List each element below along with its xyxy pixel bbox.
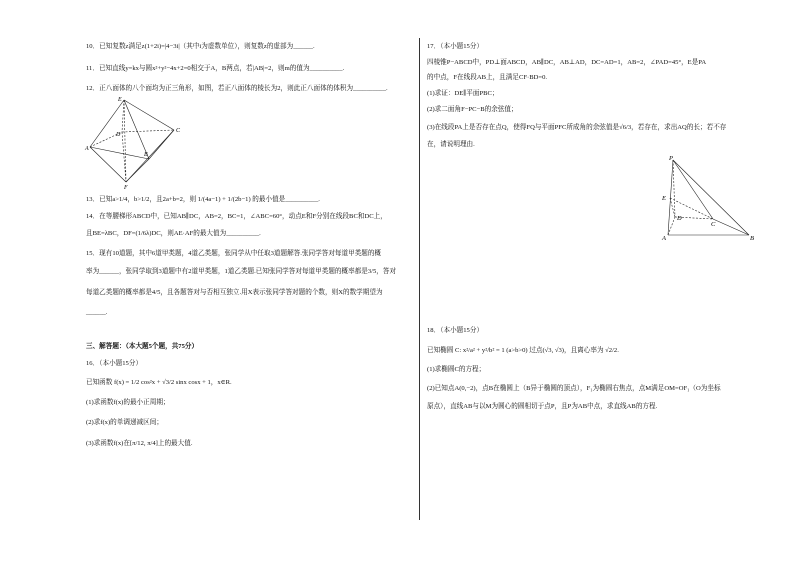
pyramid-figure xyxy=(661,154,757,244)
question-17-part-1: (1)求证：DE∥平面PBC； xyxy=(427,90,499,97)
octa-label-b: B xyxy=(144,152,148,158)
question-15-line-4: ______. xyxy=(86,309,108,316)
question-16-part-2: (2)求f(x)的单调递减区间； xyxy=(86,419,163,426)
octa-label-f: F xyxy=(124,185,128,191)
question-15-line-3: 每道乙类题的概率都是4/5，且各题答对与否相互独立.用X表示张同学答对题的个数，则X的数学期望为 xyxy=(86,289,383,296)
question-14-line-2: 且BE=λBC，DF=(1/6λ)DC，则AE·AF的最大值为__________. xyxy=(86,230,261,237)
question-17-part-2: (2)求二面角F−PC−B的余弦值； xyxy=(427,106,518,113)
question-16-header: 16．（本小题15分） xyxy=(86,360,143,367)
question-18-header: 18．（本小题15分） xyxy=(427,327,484,334)
question-15-line-2: 率为______，张同学取到3道题中有2道甲类题，1道乙类题.已知张同学答对每道甲类题的概率都是3/5，答对 xyxy=(86,268,397,275)
question-16-part-1: (1)求函数f(x)的最小正周期； xyxy=(86,399,170,406)
question-11: 11．已知直线y=kx与圆x²+y²−4x+2=0相交于A，B两点，若|AB|=2，则m的值为__________. xyxy=(86,65,345,72)
question-17-stem-line-1: 四棱锥P−ABCD中，PD⊥面ABCD，AB∥DC，AB⊥AD，DC=AD=1，AB=2，∠PAD=45°，E是PA xyxy=(427,59,707,66)
pyramid-label-c: C xyxy=(711,221,716,228)
pyramid-label-e: E xyxy=(662,195,666,202)
pyramid-label-p: P xyxy=(669,155,673,162)
question-16-stem: 已知函数 f(x) = 1/2 cos²x + √3/2 sinx cosx + 1，x∈R. xyxy=(86,379,232,386)
question-17-header: 17．（本小题15分） xyxy=(427,43,484,50)
question-17-part-3: (3)在线段PA上是否存在点Q，使得FQ与平面PFC所成角的余弦值是√6/3，若存在，求出AQ的长；若不存 xyxy=(427,124,727,131)
question-13: 13．已知a>1/4，b>1/2，且2a+b=2，则 1/(4a−1) + 1/(2b−1) 的最小值是__________. xyxy=(86,196,320,203)
section-heading: 三、解答题：（本大题5个题，共75分） xyxy=(86,343,199,350)
pyramid-label-d: D xyxy=(677,215,682,222)
octa-label-e: E xyxy=(118,97,122,103)
question-12: 12．正八面体的八个面均为正三角形，如图，若正八面体的棱长为2，则此正八面体的体积为__________. xyxy=(86,85,388,92)
question-16-part-3: (3)求函数f(x)在[π/12, π/4]上的最大值. xyxy=(86,440,193,447)
question-14-line-1: 14．在等腰梯形ABCD中，已知AB∥DC，AB=2，BC=1，∠ABC=60°，动点E和F分别在线段BC和DC上， xyxy=(86,213,387,220)
question-15-line-1: 15．现有10道题，其中6道甲类题，4道乙类题，张同学从中任取3道题解答.张同学答对每道甲类题的概 xyxy=(86,250,382,257)
question-17-stem-line-2: 的中点，F在线段AB上，且满足CF·BD=0. xyxy=(427,74,548,81)
question-17-part-3-cont: 在，请说明理由. xyxy=(427,141,475,148)
octa-label-d: D xyxy=(116,132,121,138)
question-18-part-1: (1)求椭圆C的方程； xyxy=(427,366,486,373)
octa-label-c: C xyxy=(176,128,181,134)
question-10: 10．已知复数z满足z(1+2i)=|4−3i|（其中i为虚数单位），则复数z的虚部为______. xyxy=(86,43,315,50)
question-18-part-2-cont: 原点），直线AB与以M为圆心的圆相切于点P，且P为AB中点，求直线AB的方程. xyxy=(427,403,658,410)
column-divider xyxy=(419,38,420,520)
octahedron-figure xyxy=(85,96,186,191)
pyramid-label-a: A xyxy=(662,235,666,242)
question-18-part-2: (2)已知点A(0,−2)，点B在椭圆上（B异于椭圆的顶点），F₁为椭圆右焦点，点M满足OM=OF₁（O为坐标 xyxy=(427,385,721,392)
octa-label-a: A xyxy=(85,146,89,152)
pyramid-label-b: B xyxy=(750,235,754,242)
question-18-stem: 已知椭圆 C: x²/a² + y²/b² = 1 (a>b>0) 过点(√3, √3)，且离心率为 √2/2. xyxy=(427,347,619,354)
